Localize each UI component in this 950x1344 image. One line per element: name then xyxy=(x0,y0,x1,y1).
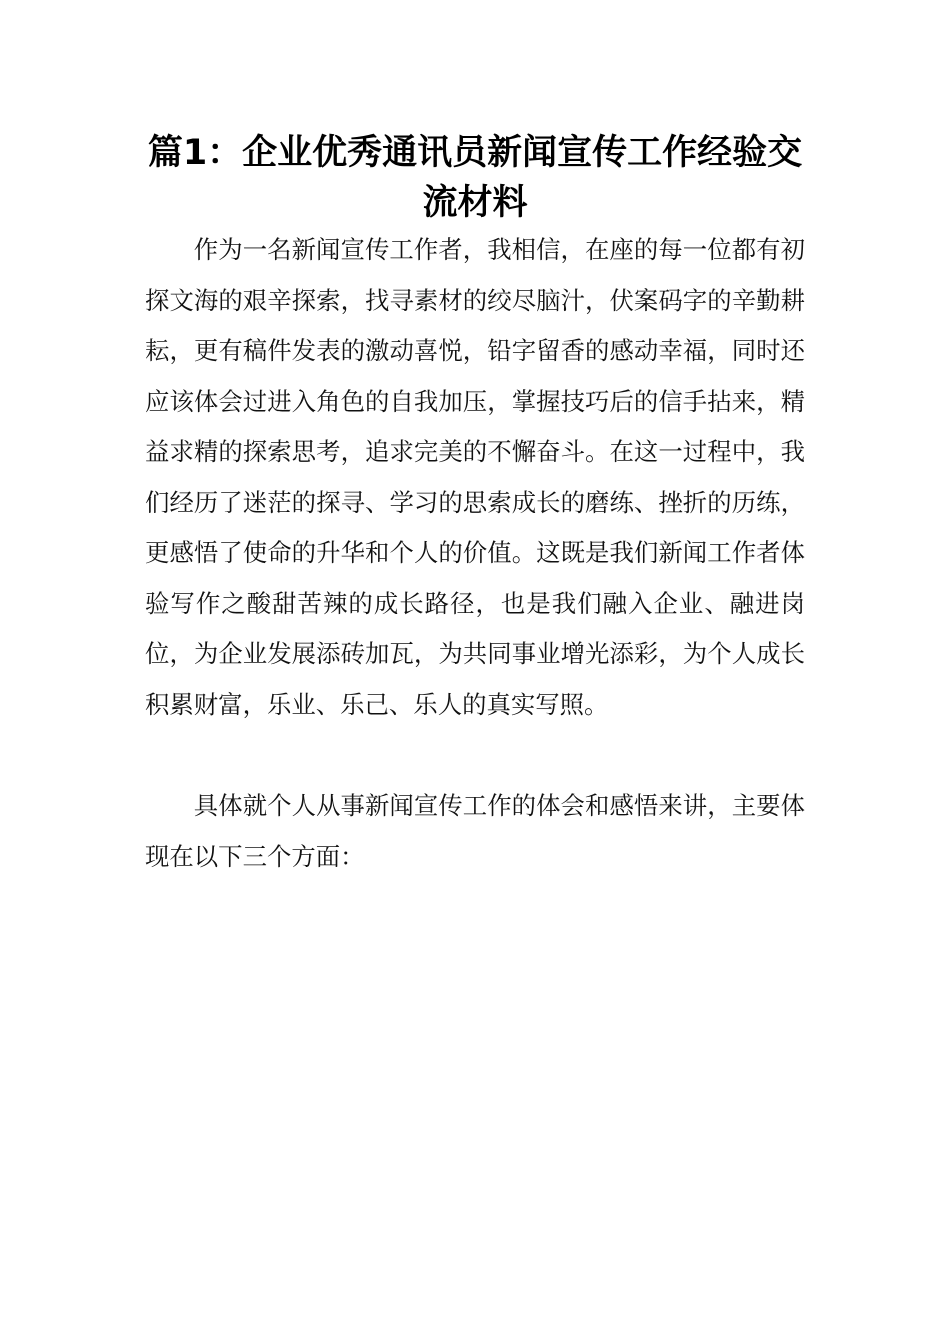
body-paragraph-1: 作为一名新闻宣传工作者，我相信，在座的每一位都有初探文海的艰辛探索，找寻素材的绞尽脑汁，伏案码字的辛勤耕耘，更有稿件发表的激动喜悦，铅字留香的感动幸福，同时还应该体会过进入角色的自我加压，掌握技巧后的信手拈来，精益求精的探索思考，追求完美的不懈奋斗。在这一过程中，我们经历了迷茫的探寻、学习的思索成长的磨练、挫折的历练，更感悟了使命的升华和个人的价值。这既是我们新闻工作者体验写作之酸甜苦辣的成长路径，也是我们融入企业、融进岗位，为企业发展添砖加瓦，为共同事业增光添彩，为个人成长积累财富，乐业、乐己、乐人的真实写照。 xyxy=(145,235,805,719)
document-title: 篇1：企业优秀通讯员新闻宣传工作经验交流材料 xyxy=(147,133,803,223)
body-paragraph-2: 具体就个人从事新闻宣传工作的体会和感悟来讲，主要体现在以下三个方面： xyxy=(145,791,805,871)
